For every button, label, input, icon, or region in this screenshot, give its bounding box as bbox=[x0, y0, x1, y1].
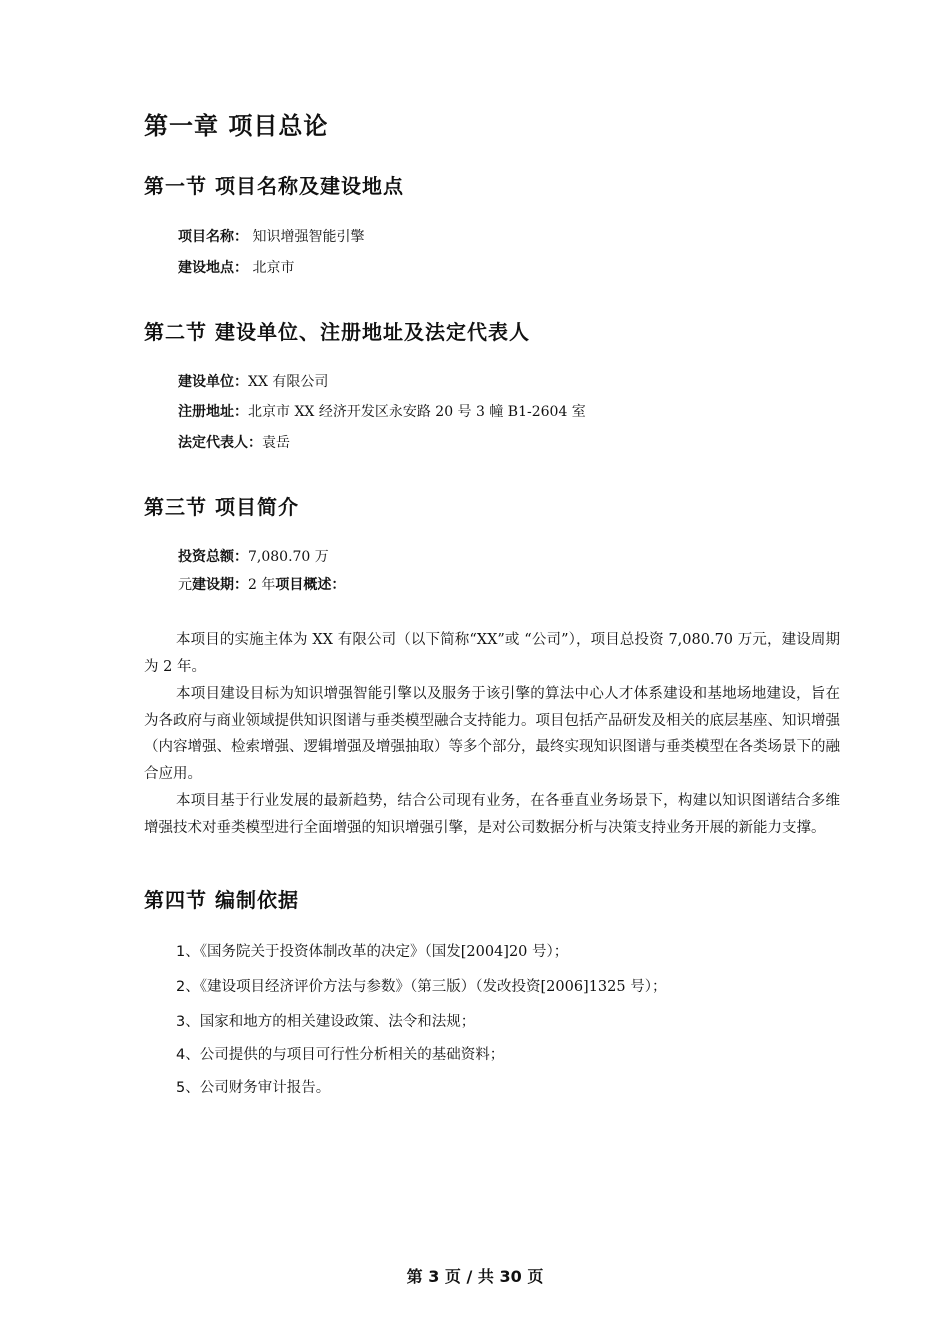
project-name-label: 项目名称： bbox=[178, 229, 248, 245]
reg-address-label: 注册地址： bbox=[178, 404, 248, 420]
overview-paragraph-3: 本项目基于行业发展的最新趋势，结合公司现有业务，在各垂直业务场景下，构建以知识图谱结合多维增强技术对垂类模型进行全面增强的知识增强引擎，是对公司数据分析与决策支持业务开展的新能力支撑。 bbox=[144, 793, 840, 836]
basis-item-4-num: 4、 bbox=[176, 1047, 200, 1063]
basis-item-1-text: 《国务院关于投资体制改革的决定》（国发[2004]20 号）； bbox=[199, 944, 569, 960]
legal-rep-value: 袁岳 bbox=[262, 435, 290, 451]
basis-item-1 bbox=[176, 940, 568, 961]
page-number: 第 3 页 / 共 30 页 bbox=[406, 1267, 544, 1286]
basis-item-2-text: 《建设项目经济评价方法与参数》（第三版）（发改投资[2006]1325 号）； bbox=[199, 979, 667, 995]
basis-item-2-num: 2、 bbox=[176, 979, 200, 995]
reg-address-field bbox=[178, 401, 586, 421]
build-location-field bbox=[178, 257, 294, 277]
section1-title: 第一节 项目名称及建设地点 bbox=[144, 174, 404, 198]
period-overview-line bbox=[178, 574, 345, 594]
investment-field bbox=[178, 546, 329, 566]
build-location-value: 北京市 bbox=[248, 260, 295, 276]
basis-item-1-num: 1、 bbox=[176, 944, 200, 960]
build-unit-field bbox=[178, 371, 328, 391]
overview-paragraph-2: 本项目建设目标为知识增强智能引擎以及服务于该引擎的算法中心人才体系建设和基地场地建设，旨在为各政府与商业领域提供知识图谱与垂类模型融合支持能力。项目包括产品研发及相关的底层基座、知识增强（内容增强、检索增强、逻辑增强及增强抽取）等多个部分，最终实现知识图谱与垂类模型在各类场景下的融合应用。 bbox=[144, 686, 840, 782]
project-name-value: 知识增强智能引擎 bbox=[248, 229, 365, 245]
investment-value: 7,080.70 万 bbox=[248, 549, 329, 565]
section3-title: 第三节 项目简介 bbox=[144, 495, 299, 519]
period-label: 建设期： bbox=[192, 577, 248, 593]
overview-paragraph-1: 本项目的实施主体为 XX 有限公司（以下简称“XX”或 “公司”），项目总投资 7,080.70 万元，建设周期为 2 年。 bbox=[144, 632, 840, 675]
section2-title: 第二节 建设单位、注册地址及法定代表人 bbox=[144, 320, 530, 344]
basis-item-3 bbox=[176, 1010, 475, 1031]
investment-label: 投资总额： bbox=[178, 549, 248, 565]
build-unit-value: XX 有限公司 bbox=[248, 374, 329, 390]
legal-rep-field bbox=[178, 432, 290, 452]
basis-item-5-num: 5、 bbox=[176, 1080, 200, 1096]
chapter-title: 第一章 项目总论 bbox=[144, 112, 329, 140]
period-value: 2 年 bbox=[248, 577, 276, 593]
basis-item-3-text: 国家和地方的相关建设政策、法令和法规； bbox=[199, 1014, 476, 1030]
project-name-field bbox=[178, 226, 364, 246]
basis-item-4-text: 公司提供的与项目可行性分析相关的基础资料； bbox=[199, 1047, 505, 1063]
investment-unit-tail: 元 bbox=[178, 577, 192, 593]
build-unit-label: 建设单位： bbox=[178, 374, 248, 390]
basis-item-2 bbox=[176, 975, 666, 996]
basis-item-3-num: 3、 bbox=[176, 1014, 200, 1030]
reg-address-value: 北京市 XX 经济开发区永安路 20 号 3 幢 B1-2604 室 bbox=[248, 404, 586, 420]
overview-label: 项目概述： bbox=[275, 577, 346, 593]
basis-item-4 bbox=[176, 1043, 504, 1064]
basis-item-5 bbox=[176, 1076, 330, 1097]
section4-title: 第四节 编制依据 bbox=[144, 888, 299, 912]
legal-rep-label: 法定代表人： bbox=[178, 435, 262, 451]
basis-item-5-text: 公司财务审计报告。 bbox=[199, 1080, 331, 1096]
build-location-label: 建设地点： bbox=[178, 260, 248, 276]
